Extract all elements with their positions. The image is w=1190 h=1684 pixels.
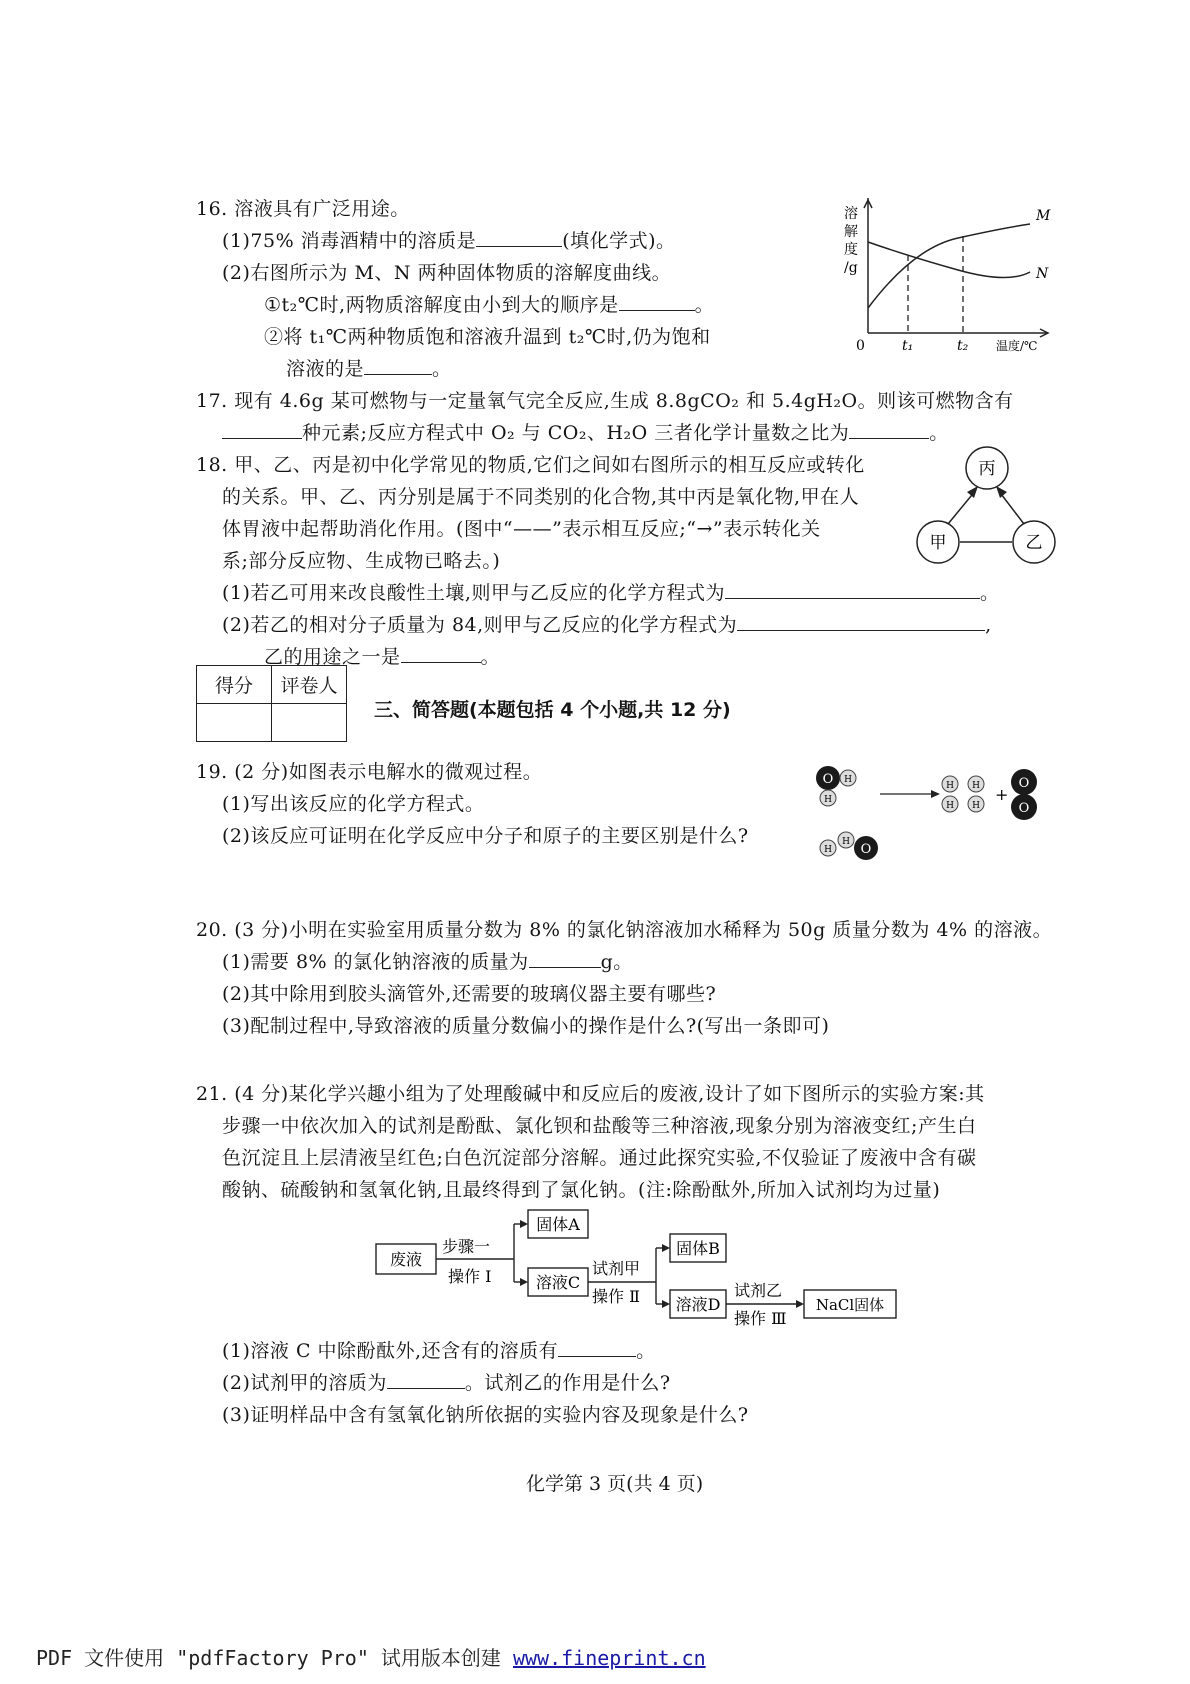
- jia-bing-arrowhead: [967, 486, 978, 498]
- reaction-arrowhead: [931, 790, 940, 798]
- svg-text:H: H: [972, 781, 980, 791]
- jia-label: 甲: [929, 533, 947, 553]
- hydrogen-molecules: [942, 776, 984, 812]
- q21-part2: (2)试剂甲的溶质为 。试剂乙的作用是什么?: [222, 1372, 671, 1394]
- curve-n-label: N: [1036, 266, 1049, 282]
- ylabel-char-1: 溶: [844, 206, 858, 222]
- q20-stem: 20. (3 分)小明在实验室用质量分数为 8% 的氯化钠溶液加水稀释为 50g 质量分数为 4% 的溶液。: [196, 919, 1053, 941]
- q16-part2: (2)右图所示为 M、N 两种固体物质的溶解度曲线。: [222, 262, 672, 284]
- svg-text:H: H: [844, 775, 852, 785]
- yi-label: 乙: [1025, 533, 1043, 553]
- q17-line2: 种元素;反应方程式中 O₂ 与 CO₂、H₂O 三者化学计量数之比为 。: [222, 421, 949, 445]
- q18-line4: 系;部分反应物、生成物已略去。): [222, 550, 501, 572]
- origin-label: 0: [856, 338, 865, 354]
- svg-text:H: H: [946, 801, 954, 811]
- q16-part1: (1)75% 消毒酒精中的溶质是 (填化学式)。: [222, 230, 676, 252]
- q17-line1: 17. 现有 4.6g 某可燃物与一定量氧气完全反应,生成 8.8gCO₂ 和 5.4gH₂O。则该可燃物含有: [196, 390, 1014, 412]
- xlabel: 温度/℃: [996, 339, 1038, 353]
- q16-stem: 16. 溶液具有广泛用途。: [196, 198, 410, 220]
- water-electrolysis-diagram: [810, 762, 1040, 870]
- q19-part2: (2)该反应可证明在化学反应中分子和原子的主要区别是什么?: [222, 825, 749, 847]
- q18-line2: 的关系。甲、乙、丙分别是属于不同类别的化合物,其中丙是氧化物,甲在人: [222, 486, 860, 508]
- solution-c-label: 溶液C: [535, 1273, 581, 1292]
- solid-a-label: 固体A: [536, 1215, 580, 1234]
- ylabel-char-3: 度: [844, 242, 858, 258]
- pdf-watermark: [36, 1642, 706, 1671]
- q20-part3: (3)配制过程中,导致溶液的质量分数偏小的操作是什么?(写出一条即可): [222, 1015, 830, 1037]
- plus-sign: +: [995, 785, 1009, 804]
- chart-axes: [864, 198, 1048, 337]
- q16-part2-2-cont: 溶液的是 。: [286, 358, 452, 380]
- svg-text:H: H: [946, 781, 954, 791]
- op1-label: 操作 Ⅰ: [448, 1267, 492, 1286]
- q19-stem: 19. (2 分)如图表示电解水的微观过程。: [196, 761, 543, 783]
- bing-label: 丙: [978, 459, 996, 479]
- water-molecule-1: [816, 766, 856, 806]
- q21-part3: (3)证明样品中含有氢氧化钠所依据的实验内容及现象是什么?: [222, 1404, 749, 1426]
- oxygen-molecule: [1011, 769, 1037, 820]
- relation-triangle-diagram: [916, 444, 1056, 568]
- op3-label: 操作 Ⅲ: [734, 1309, 787, 1328]
- solubility-curve-diagram: [838, 198, 1054, 358]
- score-cell: [197, 704, 272, 742]
- grader-cell: [272, 704, 347, 742]
- q18-part1: (1)若乙可用来改良酸性土壤,则甲与乙反应的化学方程式为 。: [222, 582, 1000, 604]
- reagent-b-label: 试剂乙: [734, 1281, 783, 1300]
- yi-bing-arrowhead: [996, 486, 1007, 498]
- q21-line3: 色沉淀且上层清液呈红色;白色沉淀部分溶解。通过此探究实验,不仅验证了废液中含有碳: [222, 1147, 977, 1169]
- reagent-a-label: 试剂甲: [592, 1259, 641, 1278]
- experiment-flow-diagram: [370, 1204, 910, 1334]
- solution-d-label: 溶液D: [675, 1295, 721, 1314]
- nacl-label: NaCl固体: [815, 1296, 885, 1314]
- q16-part2-1: ①t₂℃时,两物质溶解度由小到大的顺序是 。: [264, 294, 715, 316]
- q19-part1: (1)写出该反应的化学方程式。: [222, 793, 485, 815]
- q21-line2: 步骤一中依次加入的试剂是酚酞、氯化钡和盐酸等三种溶液,现象分别为溶液变红;产生白: [222, 1115, 977, 1137]
- water-molecule-2: [820, 832, 878, 860]
- grader-header: 评卷人: [272, 666, 347, 704]
- svg-text:H: H: [824, 795, 832, 805]
- score-table: [196, 665, 347, 742]
- q18-part2: (2)若乙的相对分子质量为 84,则甲与乙反应的化学方程式为 ,: [222, 614, 992, 636]
- q18-line1: 18. 甲、乙、丙是初中化学常见的物质,它们之间如右图所示的相互反应或转化: [196, 454, 865, 476]
- op2-label: 操作 Ⅱ: [592, 1287, 640, 1306]
- q21-line1: 21. (4 分)某化学兴趣小组为了处理酸碱中和反应后的废液,设计了如下图所示的实验方案:其: [196, 1083, 985, 1105]
- q20-part2: (2)其中除用到胶头滴管外,还需要的玻璃仪器主要有哪些?: [222, 983, 717, 1005]
- section3-title: 三、简答题(本题包括 4 个小题,共 12 分): [374, 699, 731, 721]
- solid-b-label: 固体B: [676, 1239, 720, 1258]
- svg-text:O: O: [860, 842, 872, 857]
- ylabel-char-4: /g: [844, 260, 858, 276]
- q16-part2-2: ②将 t₁℃两种物质饱和溶液升温到 t₂℃时,仍为饱和: [264, 326, 711, 348]
- t2-label: t₂: [957, 338, 969, 354]
- svg-text:H: H: [842, 837, 850, 847]
- curve-n: [868, 242, 1030, 278]
- curve-m: [868, 224, 1030, 308]
- svg-text:H: H: [824, 845, 832, 855]
- q21-part1: (1)溶液 C 中除酚酞外,还含有的溶质有 。: [222, 1340, 656, 1362]
- t1-label: t₁: [902, 338, 914, 354]
- q21-line4: 酸钠、硫酸钠和氢氧化钠,且最终得到了氯化钠。(注:除酚酞外,所加入试剂均为过量): [222, 1179, 941, 1201]
- page-footer: 化学第 3 页(共 4 页): [526, 1473, 704, 1495]
- svg-text:O: O: [1018, 801, 1030, 816]
- svg-text:O: O: [822, 772, 834, 787]
- q20-part1: (1)需要 8% 的氯化钠溶液的质量为 g。: [222, 951, 633, 973]
- q18-part2-use: 乙的用途之一是 。: [264, 646, 501, 668]
- curve-m-label: M: [1036, 208, 1051, 224]
- svg-text:H: H: [972, 801, 980, 811]
- q18-line3: 体胃液中起帮助消化作用。(图中“——”表示相互反应;“→”表示转化关: [222, 518, 821, 540]
- svg-text:O: O: [1018, 776, 1030, 791]
- watermark-link[interactable]: www.fineprint.cn: [512, 1646, 706, 1670]
- watermark-text: PDF 文件使用 "pdfFactory Pro" 试用版本创建: [36, 1646, 513, 1670]
- ylabel-char-2: 解: [844, 224, 858, 240]
- waste-label: 废液: [389, 1250, 423, 1269]
- step1-label: 步骤一: [442, 1237, 491, 1256]
- score-header: 得分: [197, 666, 272, 704]
